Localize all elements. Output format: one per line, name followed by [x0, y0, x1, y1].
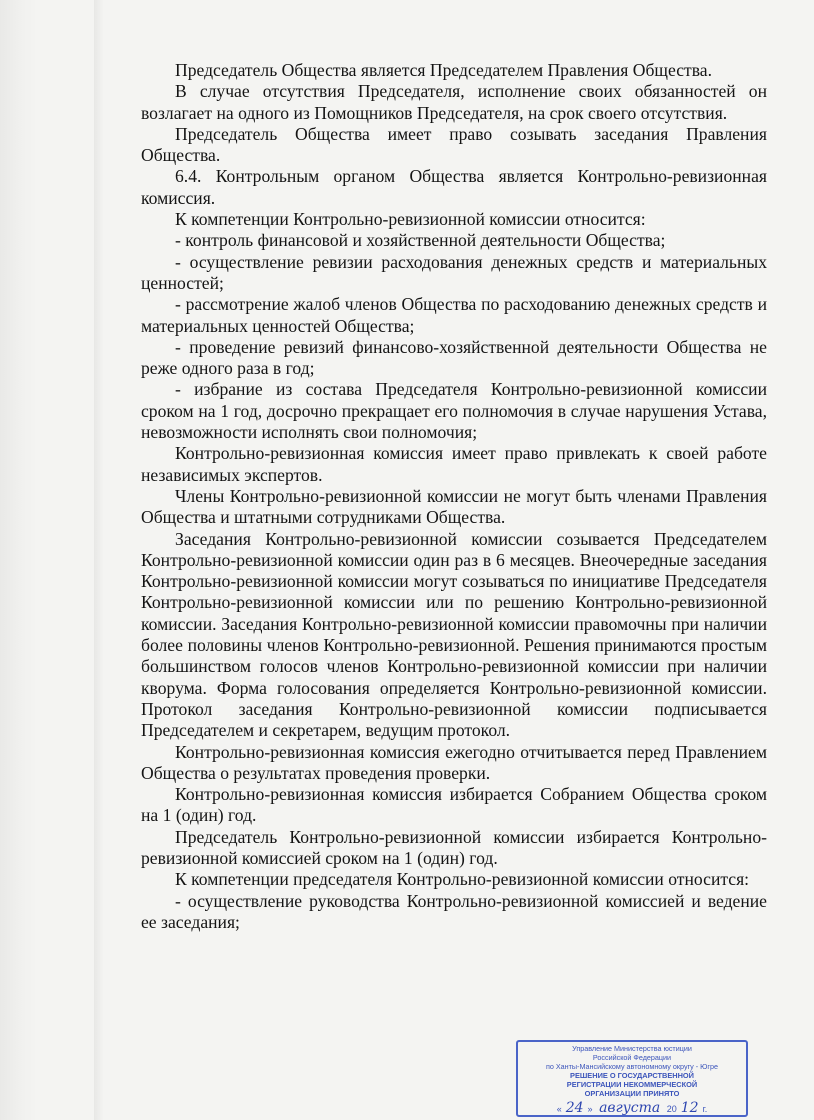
paragraph-chairman-convene: Председатель Общества имеет право созывать заседания Правления Общества. — [141, 123, 767, 166]
scan-left-margin — [0, 0, 38, 1120]
stamp-year-suffix: г. — [702, 1104, 708, 1114]
stamp-month: августа — [595, 1100, 664, 1117]
paragraph-reporting: Контрольно-ревизионная комиссия ежегодно отчитывается перед Правлением Общества о результатах проведения проверки. — [141, 741, 767, 783]
paragraph-commission-elected: Контрольно-ревизионная комиссия избирается Собранием Общества сроком на 1 (один) год. — [141, 784, 767, 826]
stamp-quote-open: « — [556, 1104, 562, 1114]
stamp-line: ОРГАНИЗАЦИИ ПРИНЯТО — [584, 1089, 680, 1098]
stamp-line: по Ханты-Мансийскому автономному округу - Югре — [545, 1062, 719, 1071]
paragraph-membership: Члены Контрольно-ревизионной комиссии не могут быть членами Правления Общества и штатными сотрудниками Общества. — [141, 485, 767, 528]
stamp-line: РЕГИСТРАЦИИ НЕКОММЕРЧЕСКОЙ — [566, 1080, 698, 1089]
list-item-leadership: - осуществление руководства Контрольно-ревизионной комиссией и ведение ее заседания; — [141, 890, 767, 932]
list-item-audit: - осуществление ревизии расходования денежных средств и материальных ценностей; — [141, 251, 767, 293]
paragraph-chair-competence: К компетенции председателя Контрольно-ревизионной комиссии относится: — [175, 869, 750, 890]
stamp-line: Российской Федерации — [592, 1053, 672, 1062]
paragraph-chairman-role: Председатель Общества является Председателем Правления Общества. — [175, 60, 713, 80]
stamp-line: РЕШЕНИЕ О ГОСУДАРСТВЕННОЙ — [570, 1071, 694, 1080]
paragraph-section-6-4: 6.4. Контрольным органом Общества является Контрольно-ревизионная комиссия. — [141, 166, 767, 208]
list-item-annual-audit: - проведение ревизий финансово-хозяйственной деятельности Общества не реже одного раза в год; — [141, 336, 767, 379]
paragraph-chairman-absence: В случае отсутствия Председателя, исполнение своих обязанностей он возлагает на одного из Помощников Председателя, на срок своего отсутствия. — [141, 81, 767, 123]
scan-shadow — [94, 0, 104, 1120]
list-item-election: - избрание из состава Председателя Контрольно-ревизионной комиссии сроком на 1 год, досрочно прекращает его полномочия в случае нарушения Устава, невозможности исполнять свои полномочия; — [141, 379, 767, 443]
paragraph-chair-elected: Председатель Контрольно-ревизионной комиссии избирается Контрольно-ревизионной комиссией сроком на 1 (один) год. — [141, 826, 767, 868]
stamp-quote-close: » — [587, 1104, 593, 1114]
stamp-year-prefix: 20 — [666, 1104, 677, 1114]
paragraph-meetings: Заседания Контрольно-ревизионной комиссии созывается Председателем Контрольно-ревизионной комиссии один раз в 6 месяцев. Внеочередные заседания Контрольно-ревизионной комиссии могут созываться по инициативе Председателя Контрольно-ревизионной комиссии или по решению Контрольно-ревизионной комиссии. Заседания Контрольно-ревизионной комиссии правомочны при наличии более половины членов Контрольно-ревизионной. Решения принимаются простым большинством голосов членов Контрольно-ревизионной комиссии при наличии кворума. Форма голосования определяется Контрольно-ревизионной комиссии. Протокол заседания Контрольно-ревизионной комиссии подписывается Председателем и секретарем, ведущим протокол. — [141, 528, 767, 741]
list-item-complaints: - рассмотрение жалоб членов Общества по расходованию денежных средств и материальных ценностей Общества; — [141, 294, 767, 336]
stamp-line: Управление Министерства юстиции — [572, 1044, 692, 1053]
paragraph-competence-heading: К компетенции Контрольно-ревизионной комиссии относится: — [175, 209, 646, 230]
list-item-control: - контроль финансовой и хозяйственной деятельности Общества; — [175, 230, 666, 251]
stamp-day: 24 — [562, 1100, 588, 1117]
paragraph-experts: Контрольно-ревизионная комиссия имеет право привлекать к своей работе независимых экспертов. — [141, 443, 767, 485]
document-page — [141, 60, 767, 933]
stamp-date — [518, 1101, 746, 1116]
registration-stamp — [516, 1040, 748, 1117]
stamp-year: 12 — [677, 1100, 703, 1117]
